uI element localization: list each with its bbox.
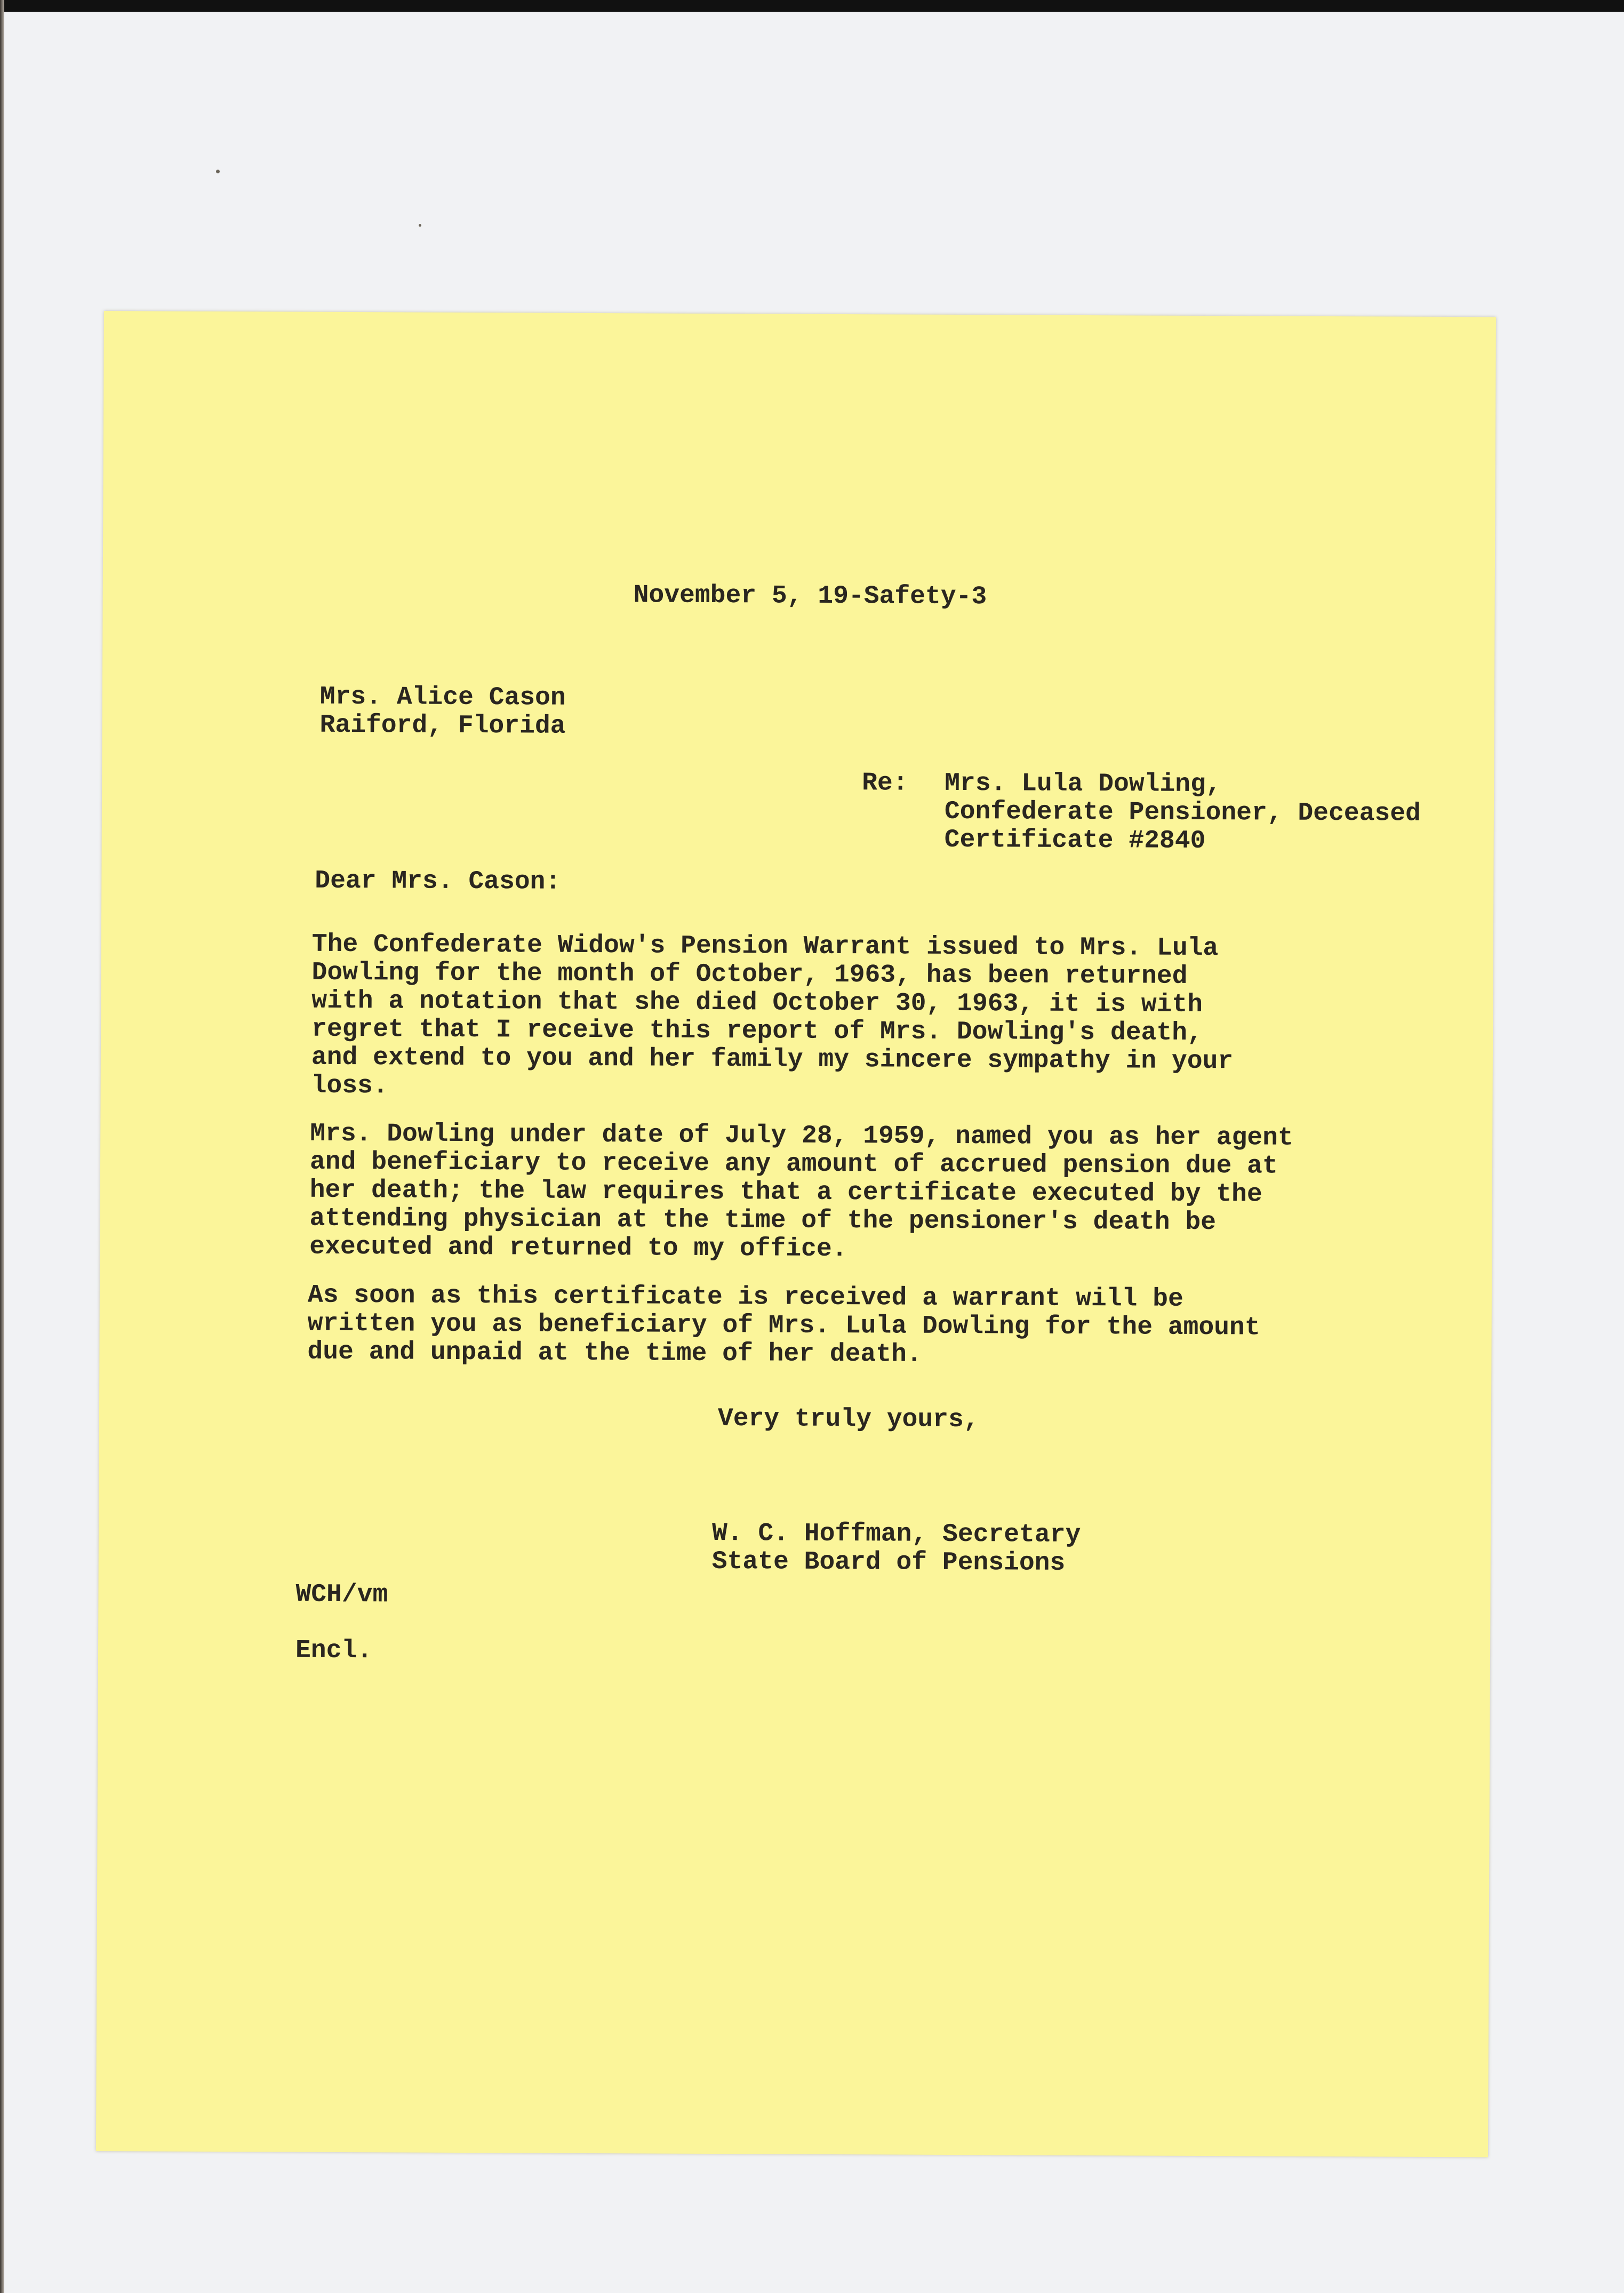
dust-speck xyxy=(419,224,421,227)
body-paragraph-2: Mrs. Dowling under date of July 28, 1959, named you as her agent and beneficiary to receive any amount of accrued pension due at her death; the law requires that a certificate executed by the attending physician at the time of the pensioner's death be executed and returned to my office. xyxy=(309,1119,1293,1264)
closing: Very truly yours, xyxy=(717,1404,979,1435)
body-paragraph-3: As soon as this certificate is received a warrant will be written you as beneficiary of Mrs. Lula Dowling for the amount due and unpaid at the time of her death. xyxy=(307,1281,1260,1369)
scan-left-border xyxy=(0,0,4,2293)
recipient-name: Mrs. Alice Cason xyxy=(319,682,566,713)
letter-page xyxy=(96,311,1496,2157)
re-certificate-number: Certificate #2840 xyxy=(944,825,1206,856)
scan-top-border xyxy=(0,0,1624,12)
enclosure-note: Encl. xyxy=(295,1636,373,1666)
signer-organization: State Board of Pensions xyxy=(711,1547,1066,1578)
typist-initials: WCH/vm xyxy=(295,1580,388,1610)
letter-date: November 5, 19-Safety-3 xyxy=(633,581,987,612)
signer-name-title: W. C. Hoffman, Secretary xyxy=(711,1519,1081,1550)
re-label: Re: xyxy=(862,769,908,798)
re-subject-status: Confederate Pensioner, Deceased xyxy=(944,797,1421,828)
body-paragraph-1: The Confederate Widow's Pension Warrant issued to Mrs. Lula Dowling for the month of October, 1963, has been returned with a notation that she died October 30, 1963, it is with regret that I receive this report of Mrs. Dowling's death, and extend to you and her family my sincere sympathy in your loss. xyxy=(311,930,1234,1101)
recipient-city: Raiford, Florida xyxy=(319,710,566,741)
re-subject-name: Mrs. Lula Dowling, xyxy=(945,769,1221,800)
dust-speck xyxy=(216,170,220,173)
salutation: Dear Mrs. Cason: xyxy=(315,866,561,897)
